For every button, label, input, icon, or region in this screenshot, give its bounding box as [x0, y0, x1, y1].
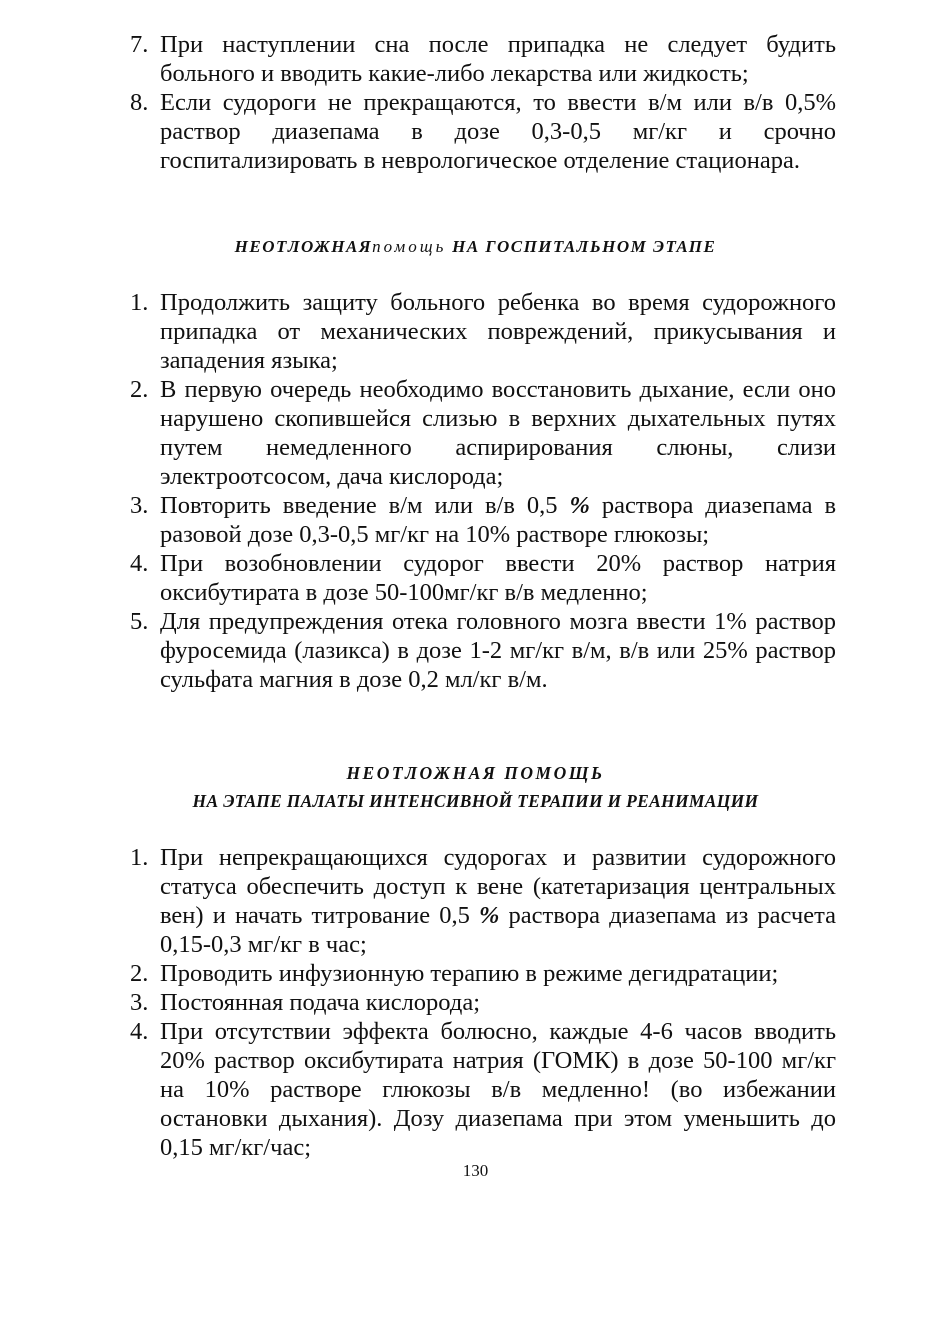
list-hospital: [0, 288, 951, 694]
list-item: [0, 1017, 951, 1162]
item-number: 1.: [130, 289, 149, 316]
list-item: [0, 843, 951, 959]
item-number: 1.: [130, 844, 149, 871]
item-text: Если судороги не прекращаются, то ввести в/м или в/в 0,5% раствор диазепама в дозе 0,3-0,5 мг/кг и срочно госпитализировать в неврологическое отделение стационара.: [160, 89, 836, 174]
list-item: [0, 88, 951, 175]
item-text: При отсутствии эффекта болюсно, каждые 4-6 часов вводить 20% раствор оксибутирата натрия (ГОМК) в дозе 50-100 мг/кг на 10% растворе глюкозы в/в медленно! (во избежании остановки дыхания). Дозу диазепама при этом уменьшить до 0,15 мг/кг/час;: [160, 1018, 836, 1161]
list-item: [0, 288, 951, 375]
item-text: Проводить инфузионную терапию в режиме дегидратации;: [160, 960, 779, 987]
list-item: [0, 607, 951, 694]
item-text: При возобновлении судорог ввести 20% раствор натрия оксибутирата в дозе 50-100мг/кг в/в медленно;: [160, 550, 836, 606]
list-item: [0, 491, 951, 549]
page-number: 130: [462, 1161, 489, 1180]
item-number: 8.: [130, 89, 149, 116]
item-number: 4.: [130, 550, 149, 577]
item-text: Для предупреждения отека головного мозга ввести 1% раствор фуросемида (лазикса) в дозе 1-2 мг/кг в/м, в/в или 25% раствор сульфата магния в дозе 0,2 мл/кг в/м.: [160, 608, 836, 693]
item-number: 2.: [130, 960, 149, 987]
list-item: [0, 375, 951, 491]
item-text: При непрекращающихся судорогах и развитии судорожного статуса обеспечить доступ к вене (катетаризация центральных вен) и начать титрование 0,5 % раствора диазепама из расчета 0,15-0,3 мг/кг в час;: [160, 844, 837, 958]
list-continued: [0, 30, 951, 175]
item-text: При наступлении сна после припадка не следует будить больного и вводить какие-либо лекарства или жидкость;: [160, 31, 836, 87]
item-number: 2.: [130, 376, 149, 403]
item-number: 4.: [130, 1018, 149, 1045]
item-number: 3.: [130, 989, 149, 1016]
item-number: 3.: [130, 492, 149, 519]
item-text: Повторить введение в/м или в/в 0,5 % раствора диазепама в разовой дозе 0,3-0,5 мг/кг на 10% растворе глюкозы;: [160, 492, 837, 548]
item-text: В первую очередь необходимо восстановить дыхание, если оно нарушено скопившейся слизью в верхних дыхательных путях путем немедленного аспирирования слюны, слизи электроотсосом, дача кислорода;: [160, 376, 836, 490]
item-text: Постоянная подача кислорода;: [160, 989, 480, 1016]
item-number: 7.: [130, 31, 149, 58]
list-item: [0, 959, 951, 988]
heading-line: НЕОТЛОЖНАЯ ПОМОЩЬ: [346, 763, 605, 783]
item-text: Продолжить защиту больного ребенка во время судорожного припадка от механических повреждений, прикусывания и западения языка;: [160, 289, 836, 374]
heading-line: НА ЭТАПЕ ПАЛАТЫ ИНТЕНСИВНОЙ ТЕРАПИИ И РЕАНИМАЦИИ: [192, 791, 759, 811]
list-icu: [0, 843, 951, 1162]
section-heading-hospital: НЕОТЛОЖНАЯпомощь НА ГОСПИТАЛЬНОМ ЭТАПЕ: [234, 237, 717, 256]
list-item: [0, 549, 951, 607]
list-item: [0, 30, 951, 88]
item-number: 5.: [130, 608, 149, 635]
list-item: [0, 988, 951, 1017]
section-heading-icu: [0, 763, 951, 812]
